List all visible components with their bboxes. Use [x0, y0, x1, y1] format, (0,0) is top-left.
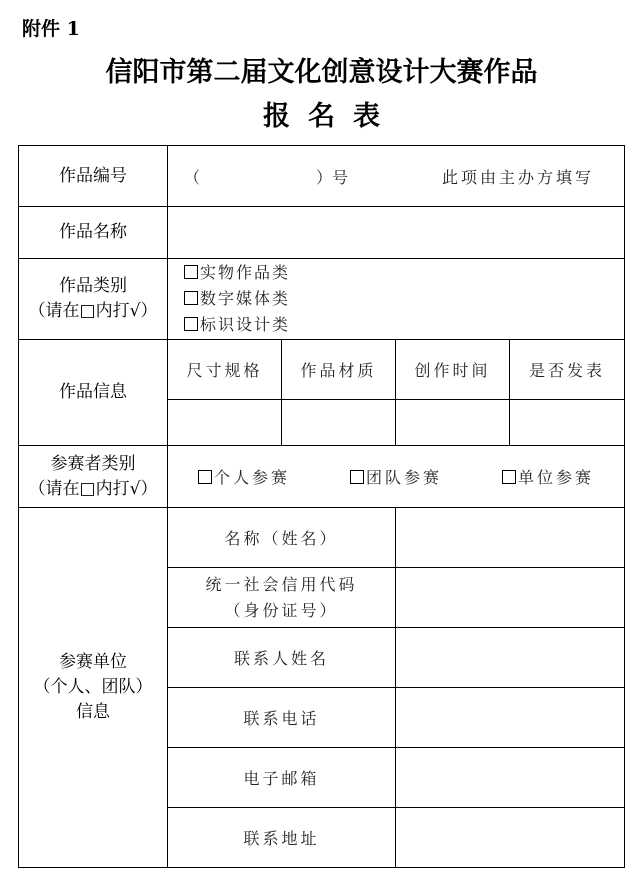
checkbox[interactable]: [184, 291, 198, 305]
work-number-field[interactable]: [168, 146, 625, 207]
field-label-text: 统一社会信用代码: [205, 574, 358, 594]
size-field[interactable]: [168, 400, 282, 446]
annex-label: 附件 1: [22, 18, 80, 40]
registration-form-table: [18, 145, 625, 868]
participant-type-options: [168, 446, 625, 508]
category-option-logo[interactable]: [184, 312, 624, 338]
field-label-email: [168, 748, 396, 808]
row-work-number: [19, 146, 625, 207]
field-label-text: 联系人姓名: [233, 649, 329, 668]
checkbox[interactable]: [350, 470, 364, 484]
option-label: 团队参赛: [365, 468, 442, 487]
work-name-label: 作品名称: [19, 207, 168, 259]
field-label-text: 联系地址: [243, 829, 320, 848]
unit-info-label-line3: 信息: [76, 702, 110, 722]
option-label: 个人参赛: [213, 468, 290, 487]
column-published: 是否发表: [510, 340, 625, 400]
material-field[interactable]: [282, 400, 396, 446]
field-label-phone: [168, 688, 396, 748]
checkbox[interactable]: [184, 265, 198, 279]
option-label: 单位参赛: [517, 468, 594, 487]
address-input[interactable]: [396, 808, 625, 868]
phone-input[interactable]: [396, 688, 625, 748]
participant-option-individual[interactable]: [198, 465, 290, 488]
option-label: 标识设计类: [200, 315, 291, 334]
paren-open: （: [184, 168, 201, 187]
participant-type-label: [19, 446, 168, 508]
name-input[interactable]: [396, 508, 625, 568]
paren-close: ）号: [316, 168, 349, 187]
field-label-address: [168, 808, 396, 868]
work-name-field[interactable]: [168, 207, 625, 259]
checkbox[interactable]: [502, 470, 516, 484]
contact-name-input[interactable]: [396, 628, 625, 688]
participant-type-label-line2: （请在□内打√）: [28, 478, 158, 499]
participant-type-label-line1: 参赛者类别: [50, 453, 136, 474]
field-label-credit-code: [168, 568, 396, 628]
checkbox[interactable]: [198, 470, 212, 484]
work-category-label-line2: （请在□内打√）: [28, 301, 158, 321]
organizer-note: 此项由主办方填写: [441, 168, 594, 187]
option-label: 实物作品类: [200, 263, 291, 282]
row-participant-type: [19, 446, 625, 508]
row-work-name: [19, 207, 625, 259]
field-label-subtext: （身份证号）: [224, 600, 339, 620]
field-label-text: 电子邮箱: [243, 769, 320, 788]
work-category-label-line1: 作品类别: [59, 276, 127, 296]
credit-code-input[interactable]: [396, 568, 625, 628]
work-category-label: [19, 259, 168, 340]
creation-time-field[interactable]: [396, 400, 510, 446]
work-category-options: [168, 259, 625, 340]
row-unit-name: [19, 508, 625, 568]
form-subtitle: 报名表: [263, 101, 398, 132]
checkbox[interactable]: [184, 317, 198, 331]
column-material: 作品材质: [282, 340, 396, 400]
row-work-category: [19, 259, 625, 340]
column-creation-time: 创作时间: [396, 340, 510, 400]
participant-option-team[interactable]: [350, 465, 442, 488]
work-number-label-text: 作品编号: [59, 165, 127, 186]
participant-option-unit[interactable]: [502, 465, 594, 488]
field-label-text: 联系电话: [243, 709, 320, 728]
unit-info-label-line1: 参赛单位: [59, 652, 127, 672]
field-label-name: [168, 508, 396, 568]
field-label-contact-name: [168, 628, 396, 688]
column-size: 尺寸规格: [168, 340, 282, 400]
published-field[interactable]: [510, 400, 625, 446]
email-input[interactable]: [396, 748, 625, 808]
unit-info-label: [19, 508, 168, 868]
category-option-digital[interactable]: [184, 286, 624, 312]
form-title: 信阳市第二届文化创意设计大赛作品: [105, 57, 538, 88]
unit-info-label-line2: （个人、团队）: [33, 677, 153, 697]
option-label: 数字媒体类: [200, 289, 291, 308]
row-work-info-header: [19, 340, 625, 400]
category-option-physical[interactable]: [184, 260, 624, 286]
work-number-label: [19, 146, 168, 207]
work-info-label: 作品信息: [19, 340, 168, 446]
field-label-text: 名称（姓名）: [224, 529, 339, 548]
